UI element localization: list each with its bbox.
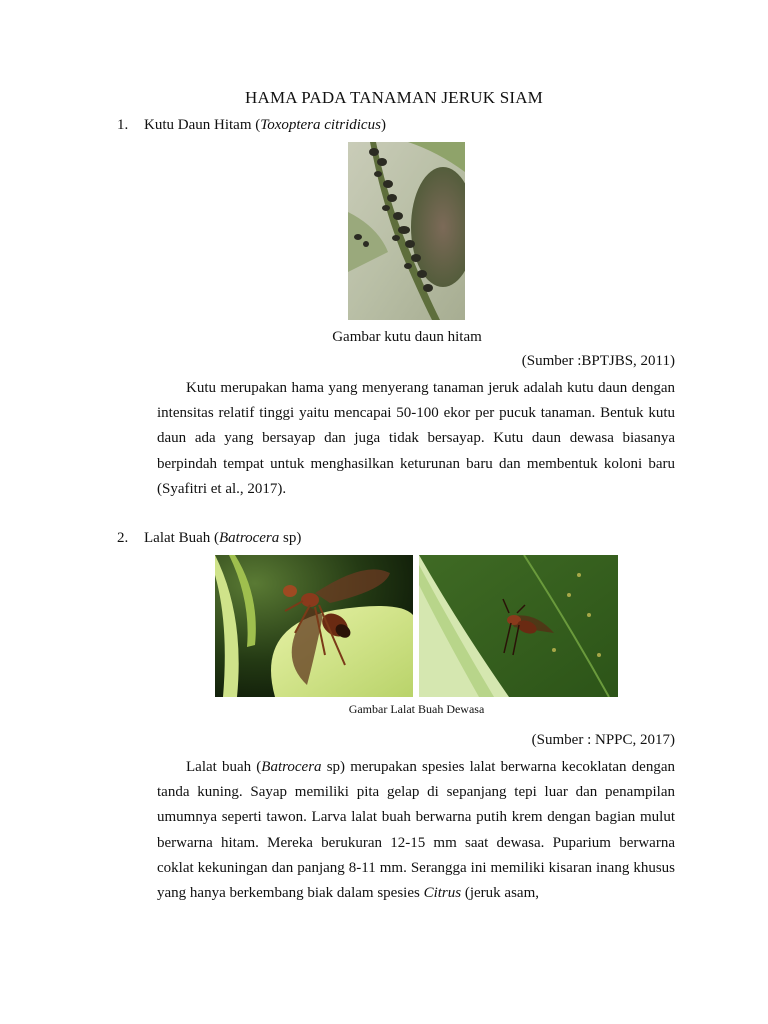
figure-source-2: (Sumber : NPPC, 2017)	[531, 732, 675, 748]
paragraph-text: Kutu merupakan hama yang menyerang tanaman jeruk adalah kutu daun dengan intensitas relatif tinggi yaitu mencapai 50-100 ekor per pucuk tanaman. Bentuk kutu daun ada yang bersayap dan juga tidak bersayap. Kutu daun dewasa biasanya berpindah tempat untuk menghasilkan keturunan baru dan membentuk koloni baru (Syafitri et al., 2017).	[157, 380, 675, 497]
scientific-name: Batrocera	[218, 530, 280, 546]
section-name: Kutu Daun Hitam (	[144, 117, 261, 133]
figure-caption-1: Gambar kutu daun hitam	[332, 329, 482, 345]
section-heading-1: 1. Kutu Daun Hitam (Toxoptera citridicus)	[117, 117, 386, 133]
figure-source-1: (Sumber :BPTJBS, 2011)	[521, 353, 675, 369]
figure-caption-2: Gambar Lalat Buah Dewasa	[348, 702, 485, 716]
aphid-photo	[348, 142, 465, 320]
paragraph-2: Lalat buah (Batrocera sp) merupakan spesies lalat berwarna kecoklatan dengan tanda kuning. Sayap memiliki pita gelap di sepanjang tepi luar dan penampilan umumnya seperti tawon. Larva lalat buah berwarna putih krem dengan bagian mulut berwarna hitam. Mereka berukuran 12-15 mm saat dewasa. Puparium berwarna coklat kekuningan dan panjang 8-11 mm. Serangga ini memiliki kisaran inang khusus yang hanya berkembang biak dalam spesies Citrus (jeruk asam,	[157, 759, 675, 902]
scientific-name: Batrocera	[261, 759, 322, 775]
section-name: Lalat Buah (	[144, 530, 219, 546]
fruit-fly-photo-right	[419, 555, 618, 697]
section-number: 2.	[117, 530, 129, 546]
scientific-name: Toxoptera citridicus	[260, 117, 381, 133]
scientific-name: Citrus	[423, 885, 462, 902]
paragraph-1	[157, 376, 675, 502]
fruit-fly-photo-left	[215, 555, 413, 697]
page-title: HAMA PADA TANAMAN JERUK SIAM	[244, 88, 543, 107]
section-number: 1.	[117, 117, 129, 133]
section-heading-2: 2. Lalat Buah (Batrocera sp)	[117, 530, 302, 546]
